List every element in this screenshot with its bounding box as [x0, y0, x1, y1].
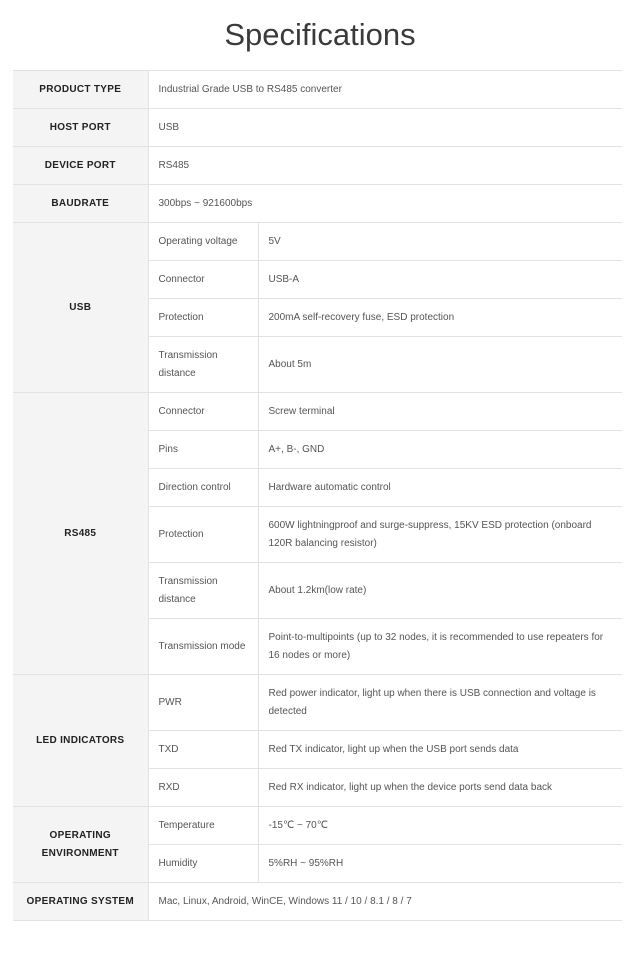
table-row [13, 185, 622, 223]
row-value-device-port: RS485 [148, 147, 622, 185]
spec-value: -15℃ ~ 70℃ [258, 807, 622, 845]
row-value-operating-system: Mac, Linux, Android, WinCE, Windows 11 / 10 / 8.1 / 8 / 7 [148, 883, 622, 921]
row-value-product-type: Industrial Grade USB to RS485 converter [148, 71, 622, 109]
spec-value: 200mA self-recovery fuse, ESD protection [258, 299, 622, 337]
spec-name: Protection [148, 299, 258, 337]
spec-name: Transmission distance [148, 563, 258, 619]
table-row [13, 109, 622, 147]
table-row [13, 147, 622, 185]
spec-name: Operating voltage [148, 223, 258, 261]
row-value-baudrate: 300bps ~ 921600bps [148, 185, 622, 223]
table-row [13, 675, 622, 731]
spec-value: Screw terminal [258, 393, 622, 431]
spec-value: Red power indicator, light up when there is USB connection and voltage is detected [258, 675, 622, 731]
spec-value: About 1.2km(low rate) [258, 563, 622, 619]
spec-name: PWR [148, 675, 258, 731]
group-label-rs485: RS485 [13, 393, 148, 675]
spec-value: USB-A [258, 261, 622, 299]
spec-name: Connector [148, 393, 258, 431]
table-row [13, 393, 622, 431]
spec-name: Transmission distance [148, 337, 258, 393]
row-label-product-type: PRODUCT TYPE [13, 71, 148, 109]
spec-name: Pins [148, 431, 258, 469]
row-label-operating-system: OPERATING SYSTEM [13, 883, 148, 921]
row-value-host-port: USB [148, 109, 622, 147]
table-row [13, 223, 622, 261]
spec-value: About 5m [258, 337, 622, 393]
spec-name: Humidity [148, 845, 258, 883]
group-label-led-indicators: LED INDICATORS [13, 675, 148, 807]
spec-value: 5V [258, 223, 622, 261]
spec-value: Red TX indicator, light up when the USB port sends data [258, 731, 622, 769]
page-title: Specifications [224, 17, 416, 52]
row-label-device-port: DEVICE PORT [13, 147, 148, 185]
group-label-operating-environment: OPERATING ENVIRONMENT [13, 807, 148, 883]
spec-value: 600W lightningproof and surge-suppress, 15KV ESD protection (onboard 120R balancing resistor) [258, 507, 622, 563]
spec-name: Direction control [148, 469, 258, 507]
row-label-host-port: HOST PORT [13, 109, 148, 147]
spec-value: Red RX indicator, light up when the device ports send data back [258, 769, 622, 807]
spec-name: Protection [148, 507, 258, 563]
spec-name: Transmission mode [148, 619, 258, 675]
table-row [13, 883, 622, 921]
spec-name: Temperature [148, 807, 258, 845]
spec-value: Hardware automatic control [258, 469, 622, 507]
spec-name: TXD [148, 731, 258, 769]
specifications-table [13, 70, 622, 921]
table-row [13, 807, 622, 845]
spec-name: RXD [148, 769, 258, 807]
row-label-baudrate: BAUDRATE [13, 185, 148, 223]
spec-value: 5%RH ~ 95%RH [258, 845, 622, 883]
spec-value: A+, B-, GND [258, 431, 622, 469]
table-row [13, 71, 622, 109]
spec-value: Point-to-multipoints (up to 32 nodes, it is recommended to use repeaters for 16 nodes or more) [258, 619, 622, 675]
group-label-usb: USB [13, 223, 148, 393]
spec-name: Connector [148, 261, 258, 299]
